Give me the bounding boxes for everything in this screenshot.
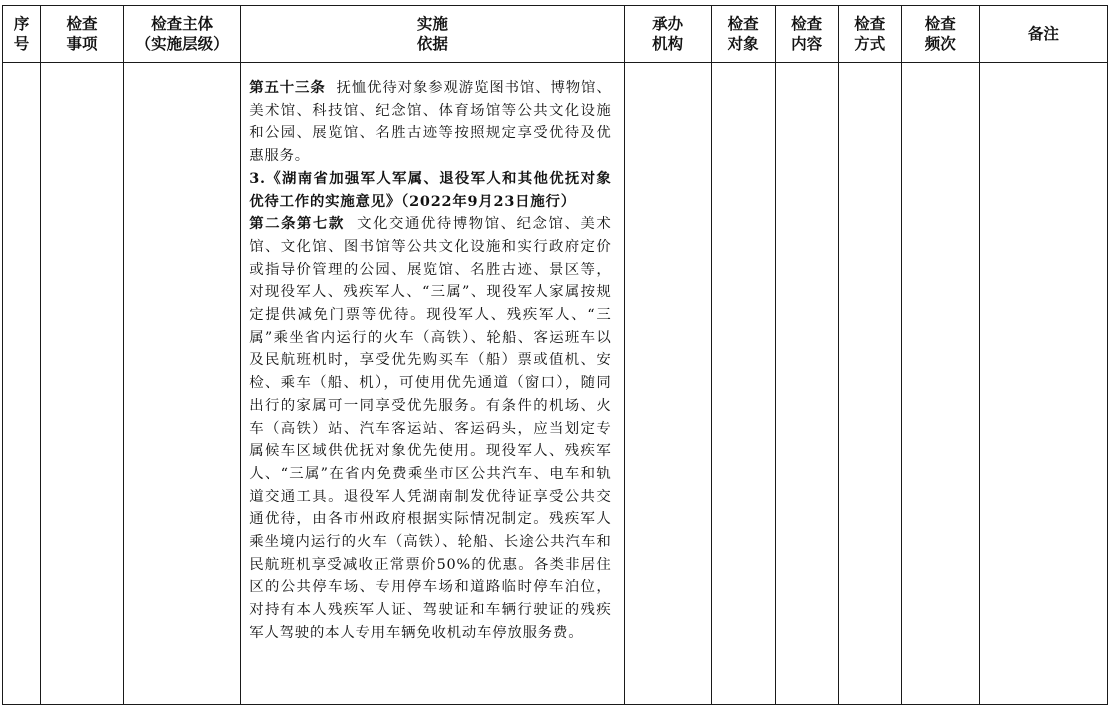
inspection-table xyxy=(2,5,1108,705)
header-subject-line2: （实施层级） xyxy=(135,35,229,53)
article-53-body: 抚恤优待对象参观游览图书馆、博物馆、美术馆、科技馆、纪念馆、体育场馆等公共文化设施和公园、展览馆、名胜古迹等按照规定享受优待及优惠服务。 xyxy=(249,80,612,165)
cell-basis xyxy=(241,63,624,705)
header-target: 检查对象 xyxy=(711,6,775,63)
cell-agency xyxy=(624,63,711,705)
cell-content xyxy=(775,63,838,705)
cell-seq xyxy=(3,63,41,705)
cell-remarks xyxy=(979,63,1107,705)
header-subject-line1: 检查主体 xyxy=(151,15,214,33)
header-remarks: 备注 xyxy=(979,6,1107,63)
header-agency: 承办机构 xyxy=(624,6,711,63)
cell-target xyxy=(711,63,775,705)
header-seq: 序号 xyxy=(3,6,41,63)
clause-2-7-title: 第二条第七款 xyxy=(249,215,345,233)
cell-frequency xyxy=(901,63,979,705)
article-53-title: 第五十三条 xyxy=(249,79,326,96)
header-content: 检查内容 xyxy=(775,6,838,63)
cell-item xyxy=(41,63,124,705)
header-frequency: 检查频次 xyxy=(901,6,979,63)
header-row xyxy=(3,6,1108,63)
clause-2-7 xyxy=(249,213,611,644)
header-basis-line1: 实施 xyxy=(416,15,448,33)
clause-2-7-body: 文化交通优待博物馆、纪念馆、美术馆、文化馆、图书馆等公共文化设施和实行政府定价或指导价管理的公园、展览馆、名胜古迹、景区等，对现役军人、残疾军人、“三属”、现役军人家属按规定提供减免门票等优待。现役军人、残疾军人、“三属”乘坐省内运行的火车（高铁）、轮船、客运班车以及民航班机时，享受优先购买车（船）票或值机、安检、乘车（船、机），可使用优先通道（窗口），随同出行的家属可一同享受优先服务。有条件的机场、火车（高铁）站、汽车客运站、客运码头，应当划定专属候车区域供优抚对象优先使用。现役军人、残疾军人、“三属”在省内免费乘坐市区公共汽车、电车和轨道交通工具。退役军人凭湖南制发优待证享受公共交通优待，由各市州政府根据实际情况制定。残疾军人乘坐境内运行的火车（高铁）、轮船、长途公共汽车和民航班机享受减收正常票价50%的优惠。各类非居住区的公共停车场、专用停车场和道路临时停车泊位，对持有本人残疾军人证、驾驶证和车辆行驶证的残疾军人驾驶的本人专用车辆免收机动车停放服务费。 xyxy=(249,216,612,641)
cell-subject xyxy=(124,63,241,705)
document-3-title: 3.《湖南省加强军人军属、退役军人和其他优抚对象优待工作的实施意见》（2022年9月23日施行） xyxy=(249,169,612,210)
header-basis-line2: 依据 xyxy=(416,35,448,53)
header-basis xyxy=(241,6,624,63)
cell-method xyxy=(838,63,901,705)
header-subject xyxy=(124,6,241,63)
article-53 xyxy=(249,77,611,168)
header-method: 检查方式 xyxy=(838,6,901,63)
table-row xyxy=(3,63,1108,705)
header-item: 检查事项 xyxy=(41,6,124,63)
